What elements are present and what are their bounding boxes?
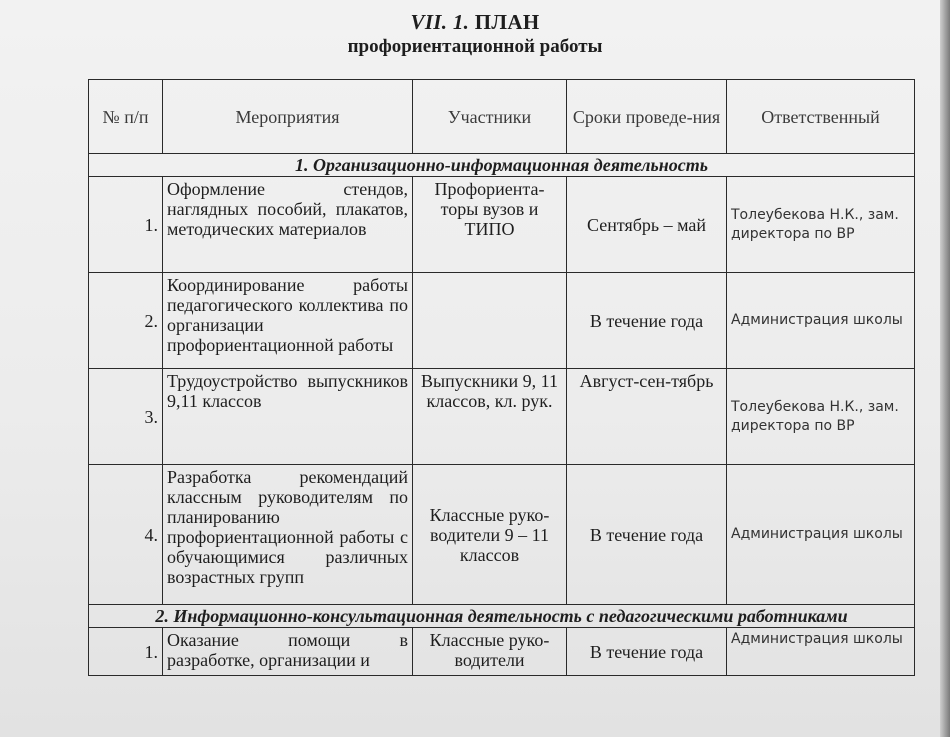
table-row (89, 273, 915, 369)
plan-table (88, 79, 915, 676)
row-responsible: Толеубекова Н.К., зам. директора по ВР (727, 177, 915, 273)
header-dates: Сроки проведе-ния (567, 80, 727, 154)
table-header-row (89, 80, 915, 154)
row-num: 3. (89, 369, 163, 465)
row-event: Координирование работы педагогического коллектива по организации профориентационной работы (163, 273, 413, 369)
row-dates: В течение года (567, 465, 727, 605)
row-dates: В течение года (567, 273, 727, 369)
row-num: 1. (89, 628, 163, 676)
table-row (89, 177, 915, 273)
row-dates: Август-сен-тябрь (567, 369, 727, 465)
plan-title (0, 10, 950, 35)
row-num: 4. (89, 465, 163, 605)
row-participants: Профориента-торы вузов и ТИПО (413, 177, 567, 273)
row-event: Разработка рекомендаций классным руководителям по планированию профориентационной работы с обучающимися различных возрастных групп (163, 465, 413, 605)
header-num: № п/п (89, 80, 163, 154)
row-dates: В течение года (567, 628, 727, 676)
row-num: 2. (89, 273, 163, 369)
row-num: 1. (89, 177, 163, 273)
row-responsible: Администрация школы (727, 273, 915, 369)
row-event: Трудоустройство выпускников 9,11 классов (163, 369, 413, 465)
title-section-number: VII. 1. (410, 10, 470, 34)
section-row-1 (89, 154, 915, 177)
row-responsible: Администрация школы (727, 628, 915, 676)
row-participants (413, 273, 567, 369)
plan-subtitle: профориентационной работы (347, 36, 603, 57)
section-row-2 (89, 605, 915, 628)
table-row (89, 465, 915, 605)
section-title-1: 1. Организационно-информационная деятельность (89, 154, 915, 177)
title-word: ПЛАН (474, 10, 540, 34)
section-title-2: 2. Информационно-консультационная деятельность с педагогическими работниками (89, 605, 915, 628)
header-event: Мероприятия (163, 80, 413, 154)
table-row (89, 369, 915, 465)
photo-edge-shadow (940, 0, 950, 737)
row-participants: Выпускники 9, 11 классов, кл. рук. (413, 369, 567, 465)
row-dates: Сентябрь – май (567, 177, 727, 273)
table-row (89, 628, 915, 676)
row-participants: Классные руко-водители (413, 628, 567, 676)
row-event: Оформление стендов, наглядных пособий, плакатов, методических материалов (163, 177, 413, 273)
row-participants: Классные руко-водители 9 – 11 классов (413, 465, 567, 605)
header-responsible: Ответственный (727, 80, 915, 154)
row-responsible: Толеубекова Н.К., зам. директора по ВР (727, 369, 915, 465)
row-event: Оказание помощи в разработке, организации и (163, 628, 413, 676)
row-responsible: Администрация школы (727, 465, 915, 605)
header-participants: Участники (413, 80, 567, 154)
